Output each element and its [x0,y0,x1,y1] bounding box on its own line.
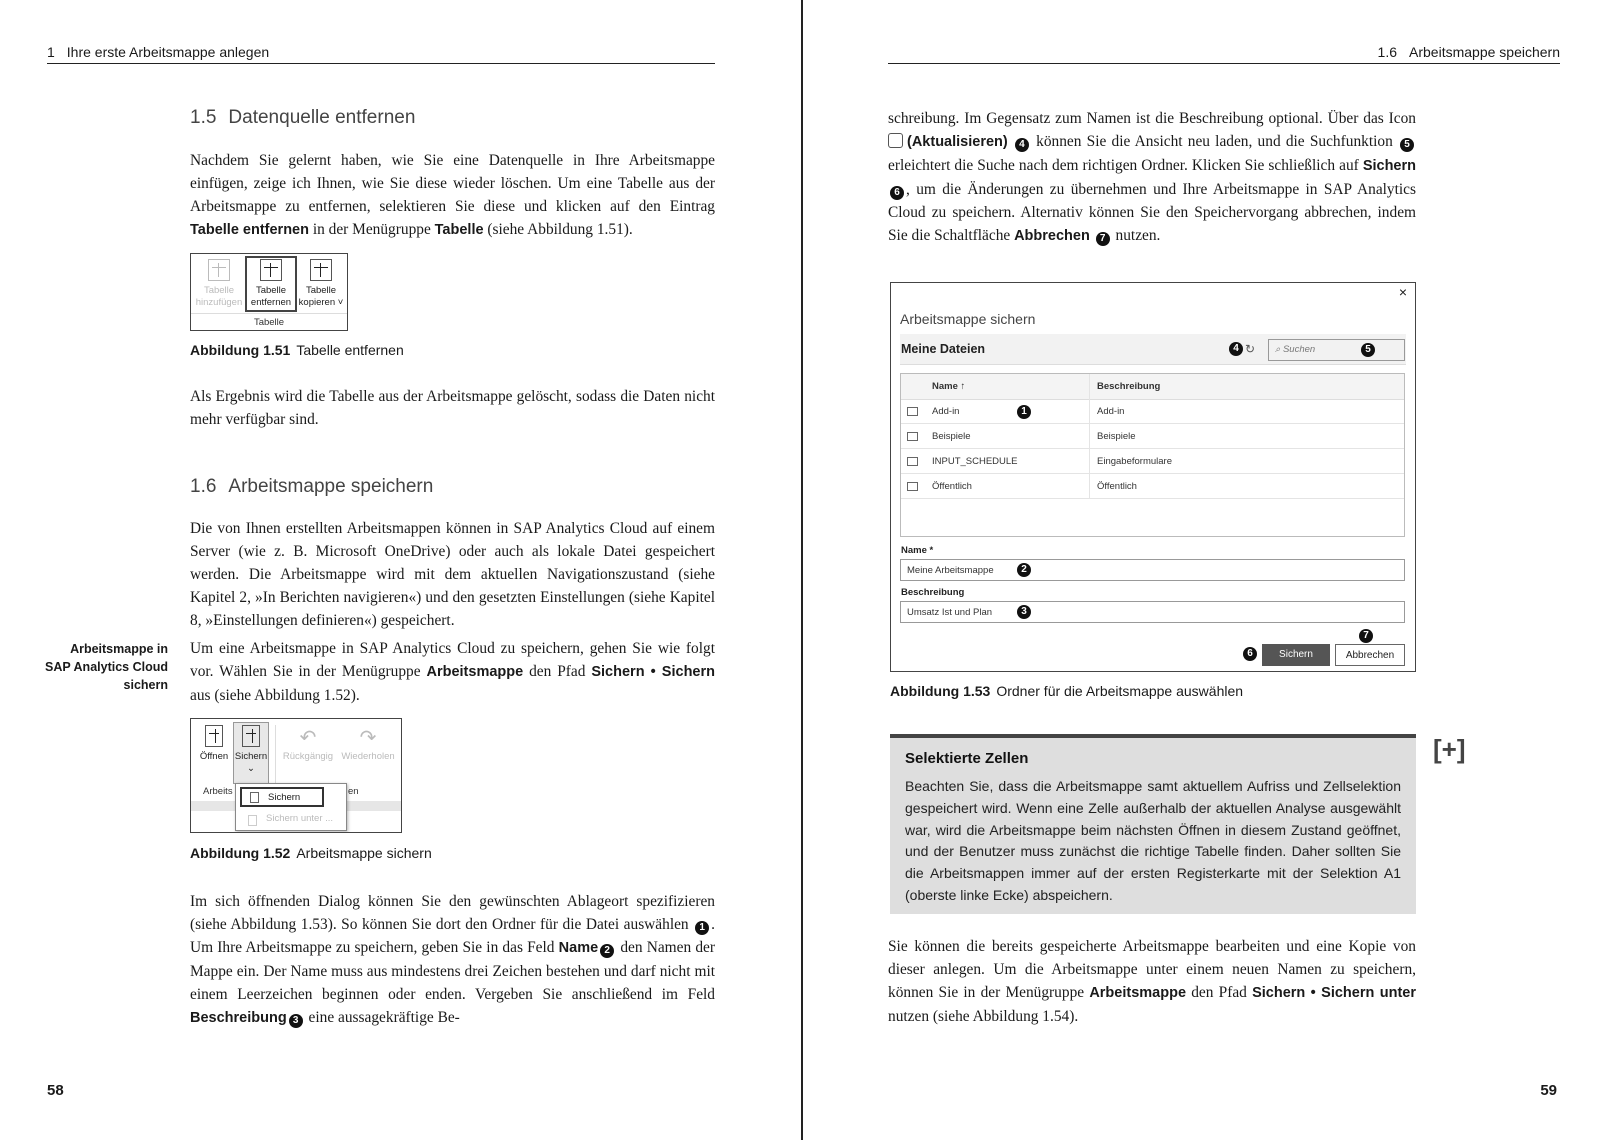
save-as-icon [248,815,257,826]
page-number: 59 [1540,1082,1557,1099]
running-head: 1.6 Arbeitsmappe speichern [888,44,1560,64]
paragraph: schreibung. Im Gegensatz zum Namen ist die Beschreibung optional. Über das Icon (Aktualisieren) 4 können Sie die Ansicht neu laden, und die Suchfunktion 5 erleichtert die Suche nach dem richtigen Ordner. Klicken Sie schließlich auf Sichern 6 , um die Änderungen zu übernehmen und Ihre Arbeitsmappe in SAP Analytics Cloud zu speichern. Alternativ können Sie den Speichervorgang abbrechen, indem Sie die Schaltfläche Abbrechen 7 nutzen. [888,110,1416,244]
paragraph: Sie können die bereits gespeicherte Arbeitsmappe bearbeiten und eine Kopie von dieser anlegen. Um die Arbeitsmappe unter einem neuen Namen zu speichern, können Sie in der Menügruppe Arbeitsmappe den Pfad Sichern • Sichern unter nutzen (siehe Abbildung 1.54). [888,938,1416,1025]
name-field[interactable]: Meine Arbeitsmappe 2 [900,559,1405,581]
ribbon-group-label: Tabelle [253,317,285,328]
redo-icon: ↷ [359,727,377,749]
paragraph: Als Ergebnis wird die Tabelle aus der Arbeitsmappe gelöscht, sodass die Daten nicht mehr verfügbar sind. [190,388,715,428]
tip-icon: [+] [1433,734,1466,764]
undo-icon: ↶ [299,727,317,749]
table-row[interactable]: INPUT_SCHEDULE Eingabeformulare [901,450,1404,474]
margin-note: Arbeitsmappe in SAP Analytics Cloud sichern [45,642,168,692]
name-label: Name * [901,545,934,556]
right-page [803,0,1600,1140]
description-label: Beschreibung [901,587,965,598]
close-icon[interactable]: × [1398,284,1407,300]
open-button[interactable]: Öffnen [196,725,232,763]
save-icon [242,725,260,747]
refresh-icon[interactable]: ↻ [1245,342,1256,356]
save-icon [250,792,259,803]
menu-item-save-as[interactable]: Sichern unter ... [240,810,333,824]
section-heading-1-6: 1.6 Arbeitsmappe speichern [190,476,434,497]
refresh-icon [888,133,903,148]
section-heading-1-5: 1.5 Datenquelle entfernen [190,107,416,128]
note-body: Beachten Sie, dass die Arbeitsmappe samt aktuellem Aufriss und Zellselektion gespeichert wird. Wenn eine Zelle außerhalb der aktuellen Analyse ausgewählt war, wird die Arbeitsmappe beim nächsten Öffnen in diesem Zustand geöffnet, und der Benutzer muss zunächst die richtige Tabelle finden. Daher sollten Sie die Arbeitsmappen immer auf der ersten Registerkarte mit der Selektion A1 (oberste linke Ecke) abspeichern. [905,778,1401,903]
table-row[interactable]: Beispiele Beispiele [901,425,1404,449]
page-number: 58 [47,1082,64,1099]
description-field[interactable]: Umsatz Ist und Plan 3 [900,601,1405,623]
figure-caption: Abbildung 1.52 Arbeitsmappe sichern [190,845,432,861]
remove-table-icon [260,259,282,281]
paragraph: Die von Ihnen erstellten Arbeitsmappen können in SAP Analytics Cloud auf einem Server (wie z. B. Microsoft OneDrive) oder auch als lokale Datei gespeichert werden. Die Arbeitsmappe wird mit dem aktuellen Navigationszustand (siehe Kapitel 2, »In Berichten navigieren«) und den gesetzten Einstellungen (siehe Kapitel 8, »Einstellungen definieren«) gespeichert. [190,520,715,629]
running-head: 1 Ihre erste Arbeitsmappe anlegen [47,44,715,64]
open-icon [205,725,223,747]
save-dropdown-menu [235,783,347,831]
add-table-icon [208,259,230,281]
figure-caption: Abbildung 1.51 Tabelle entfernen [190,342,404,358]
table-row[interactable]: Add-in 1 Add-in [901,400,1404,424]
redo-button[interactable]: ↷ Wiederholen [337,725,399,763]
folder-icon [907,432,918,441]
save-split-button[interactable]: Sichern ⌄ [233,725,269,775]
save-workbook-dialog: × Arbeitsmappe sichern Meine Dateien 4 ↻ ⌕ Suchen 5 Name ↑ Beschreibung Add-in 1 Add-in Beispiele Beispiele INPUT_SCHEDULE Eingabeformulare Öffentlich Öffentlich Name * Meine Arbeitsmappe 2 Beschreibung Umsatz Ist und Plan 3 7 6 Sichern Abbrechen [890,282,1416,672]
paragraph: Nachdem Sie gelernt haben, wie Sie eine Datenquelle in Ihre Arbeitsmappe einfügen, zeige ich Ihnen, wie Sie diese wieder löschen. Um eine Tabelle aus der Arbeitsmappe zu entfernen, selektieren Sie diese und klicken auf den Eintrag Tabelle entfernen in der Menügruppe Tabelle (siehe Abbildung 1.51). [190,152,715,238]
chevron-down-icon: ⌄ [247,763,255,774]
remove-table-button[interactable]: Tabelle entfernen [246,259,296,309]
figure-ribbon-table [190,253,348,331]
location-label: Meine Dateien [901,342,986,356]
search-icon: ⌕ [1275,344,1281,355]
folder-icon [907,482,918,491]
note-box [890,734,1416,914]
save-button[interactable]: Sichern [1262,644,1330,666]
folder-icon [907,457,918,466]
copy-table-button[interactable]: Tabelle kopieren ˅ [296,259,346,309]
undo-button[interactable]: ↶ Rückgängig [279,725,337,763]
folder-table [900,373,1405,537]
figure-caption: Abbildung 1.53 Ordner für die Arbeitsmappe auswählen [890,683,1244,699]
note-title: Selektierte Zellen [905,750,1029,767]
add-table-button[interactable]: Tabelle hinzufügen [194,259,244,309]
table-row[interactable]: Öffentlich Öffentlich [901,475,1404,499]
column-header-description[interactable]: Beschreibung [1097,381,1161,392]
dialog-title: Arbeitsmappe sichern [900,311,1036,327]
figure-ribbon-save: Öffnen Sichern ⌄ ↶ Rückgängig ↷ Wiederholen Arbeits en Sichern Sichern unter ... [190,718,402,833]
cancel-button[interactable]: Abbrechen [1335,644,1405,666]
paragraph: Im sich öffnenden Dialog können Sie den gewünschten Ablageort spezifizieren (siehe Abbildung 1.53). So können Sie dort den Ordner für die Datei auswählen 1 . Um Ihre Arbeitsmappe zu speichern, geben Sie in das Feld Name 2 den Namen der Mappe ein. Der Name muss aus mindestens drei Zeichen bestehen und darf nicht mit einem Leerzeichen beginnen oder enden. Vergeben Sie anschließend im Feld Beschreibung 3 eine aussagekräftige Be- [190,893,715,1026]
search-input[interactable]: ⌕ Suchen [1268,339,1405,361]
paragraph: Um eine Arbeitsmappe in SAP Analytics Cloud zu speichern, gehen Sie wie folgt vor. Wählen Sie in der Menügruppe Arbeitsmappe den Pfad Sichern • Sichern aus (siehe Abbildung 1.52). [190,640,715,704]
folder-icon [907,407,918,416]
column-header-name[interactable]: Name ↑ [932,381,966,392]
menu-item-save[interactable]: Sichern [240,787,324,807]
copy-table-icon [310,259,332,281]
